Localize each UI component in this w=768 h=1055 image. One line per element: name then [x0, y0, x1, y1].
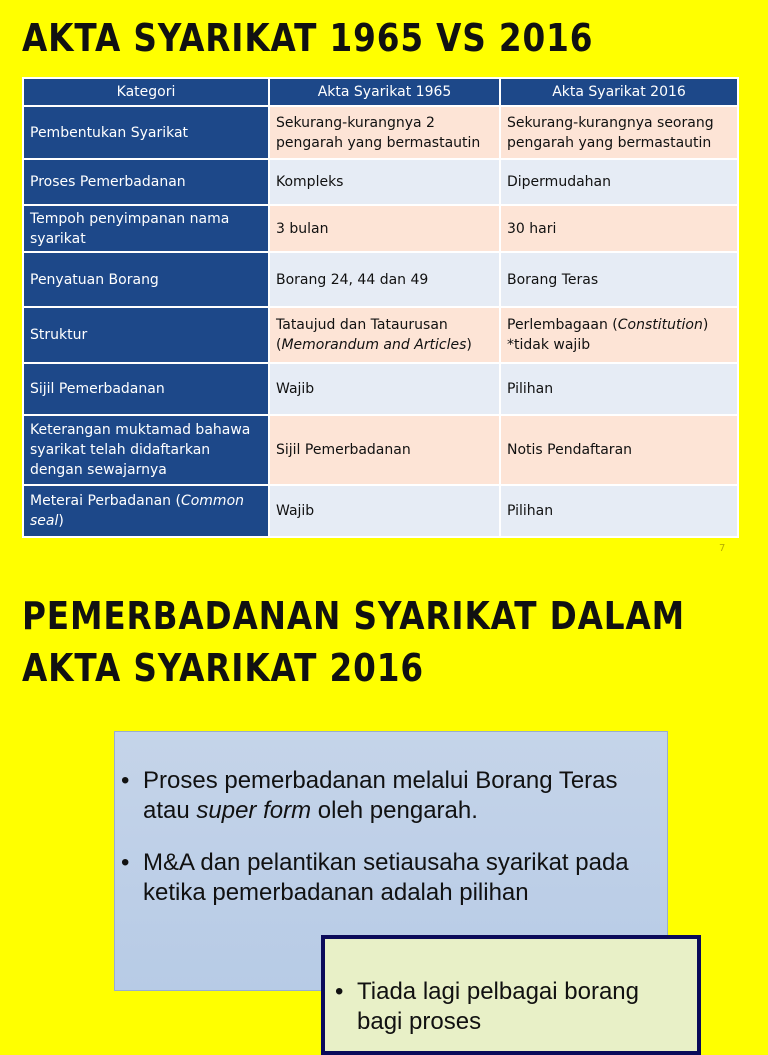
table-row — [23, 415, 738, 485]
cell-2016-text: Perlembagaan ( — [507, 317, 618, 333]
row-category: Penyatuan Borang — [23, 252, 269, 307]
row-category: Keterangan muktamad bahawa syarikat telah didaftarkan dengan sewajarnya — [23, 415, 269, 485]
bullet-italic: super form — [196, 797, 312, 824]
row-category: Tempoh penyimpanan nama syarikat — [23, 205, 269, 252]
cell-2016: Dipermudahan — [500, 159, 738, 205]
cell-1965: Wajib — [269, 485, 500, 537]
slide-title-line-1: PEMERBADANAN SYARIKAT DALAM — [22, 594, 685, 638]
bullet-dot: • — [121, 767, 130, 794]
row-category: Sijil Pemerbadanan — [23, 363, 269, 415]
cell-2016: Borang Teras — [500, 252, 738, 307]
table-row — [23, 252, 738, 307]
table-row — [23, 485, 738, 537]
cell-1965 — [269, 307, 500, 363]
table-row — [23, 106, 738, 159]
bullet-item — [331, 977, 691, 1037]
row-category-close: ) — [58, 513, 64, 529]
table-row — [23, 307, 738, 363]
cell-2016 — [500, 307, 738, 363]
cell-1965: Kompleks — [269, 159, 500, 205]
row-category-italic: Common seal — [30, 493, 245, 529]
cell-1965: Wajib — [269, 363, 500, 415]
table-header-row — [23, 78, 738, 106]
column-header-2016: Akta Syarikat 2016 — [500, 78, 738, 106]
bullet-text: Tiada lagi pelbagai borang bagi proses — [357, 978, 639, 1035]
row-category-text: Meterai Perbadanan ( — [30, 493, 181, 509]
bullet-item — [117, 848, 661, 908]
cell-2016-note: *tidak wajib — [507, 337, 591, 353]
cell-1965-italic: Memorandum and Articles — [281, 337, 467, 353]
bullet-text: M&A dan pelantikan setiausaha syarikat pada ketika pemerbadanan adalah pilihan — [143, 849, 629, 906]
bullet-dot: • — [335, 978, 344, 1005]
row-category — [23, 485, 269, 537]
cell-1965: 3 bulan — [269, 205, 500, 252]
cell-1965: Borang 24, 44 dan 49 — [269, 252, 500, 307]
column-header-1965: Akta Syarikat 1965 — [269, 78, 500, 106]
comparison-table — [22, 77, 739, 538]
slide-title-line-2: AKTA SYARIKAT 2016 — [22, 646, 424, 690]
table-row — [23, 205, 738, 252]
cell-2016-close: ) — [702, 317, 709, 333]
cell-2016: Sekurang-kurangnya seorang pengarah yang bermastautin — [500, 106, 738, 159]
cell-2016: Pilihan — [500, 485, 738, 537]
cell-1965-paren-close: ) — [466, 337, 472, 353]
page-number: 7 — [719, 543, 726, 554]
cell-1965-paren-open: ( — [276, 337, 282, 353]
cell-2016: 30 hari — [500, 205, 738, 252]
cell-1965: Sijil Pemerbadanan — [269, 415, 500, 485]
bullet-text-end: oleh pengarah. — [311, 797, 478, 824]
column-header-kategori: Kategori — [23, 78, 269, 106]
table-row — [23, 159, 738, 205]
bullet-item — [117, 766, 661, 826]
cell-2016-italic: Constitution — [617, 317, 703, 333]
cell-1965: Sekurang-kurangnya 2 pengarah yang bermastautin — [269, 106, 500, 159]
cell-2016: Pilihan — [500, 363, 738, 415]
slide-title: AKTA SYARIKAT 1965 VS 2016 — [22, 16, 594, 60]
bullet-dot: • — [121, 849, 130, 876]
row-category: Proses Pemerbadanan — [23, 159, 269, 205]
table-row — [23, 363, 738, 415]
row-category: Struktur — [23, 307, 269, 363]
bullet-text: Proses pemerbadanan melalui Borang Teras atau — [143, 767, 618, 824]
overlay-box — [321, 935, 701, 1055]
cell-1965-text: Tataujud dan Tataurusan — [276, 317, 448, 333]
row-category: Pembentukan Syarikat — [23, 106, 269, 159]
cell-2016: Notis Pendaftaran — [500, 415, 738, 485]
slide-title — [22, 590, 685, 694]
